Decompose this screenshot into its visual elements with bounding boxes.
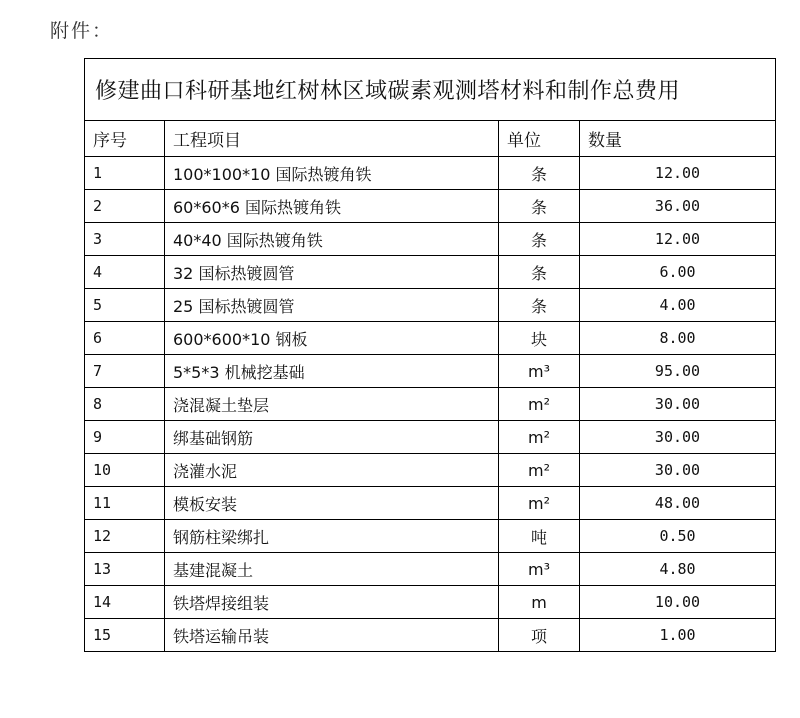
table-title: 修建曲口科研基地红树林区域碳素观测塔材料和制作总费用 — [85, 59, 776, 121]
row-unit-cell: m² — [499, 487, 580, 520]
row-item-cell: 浇灌水泥 — [165, 454, 499, 487]
table-row — [85, 190, 776, 223]
row-unit-cell: m² — [499, 454, 580, 487]
row-number-cell: 12 — [85, 520, 165, 553]
row-number-cell: 7 — [85, 355, 165, 388]
row-qty-cell: 95.00 — [580, 355, 776, 388]
row-number-cell: 4 — [85, 256, 165, 289]
row-unit-cell: m² — [499, 388, 580, 421]
row-number-cell: 9 — [85, 421, 165, 454]
row-number-cell: 3 — [85, 223, 165, 256]
row-qty-cell: 30.00 — [580, 421, 776, 454]
row-number-cell: 5 — [85, 289, 165, 322]
row-number-cell: 6 — [85, 322, 165, 355]
table-row — [85, 454, 776, 487]
cost-table — [84, 58, 776, 652]
row-qty-cell: 6.00 — [580, 256, 776, 289]
row-number-cell: 14 — [85, 586, 165, 619]
row-qty-cell: 10.00 — [580, 586, 776, 619]
row-qty-cell: 30.00 — [580, 454, 776, 487]
row-qty-cell: 36.00 — [580, 190, 776, 223]
table-row — [85, 388, 776, 421]
row-unit-cell: m³ — [499, 553, 580, 586]
row-qty-cell: 1.00 — [580, 619, 776, 652]
row-unit-cell: m³ — [499, 355, 580, 388]
row-number-cell: 11 — [85, 487, 165, 520]
row-number-cell: 10 — [85, 454, 165, 487]
table-row — [85, 553, 776, 586]
row-item-cell: 25 国标热镀圆管 — [165, 289, 499, 322]
row-unit-cell: m² — [499, 421, 580, 454]
row-qty-cell: 12.00 — [580, 223, 776, 256]
table-header-row — [85, 121, 776, 157]
table-row — [85, 322, 776, 355]
row-number-cell: 13 — [85, 553, 165, 586]
row-item-cell: 基建混凝土 — [165, 553, 499, 586]
table-title-row — [85, 59, 776, 121]
header-unit: 单位 — [499, 121, 580, 157]
row-unit-cell: 吨 — [499, 520, 580, 553]
header-item: 工程项目 — [165, 121, 499, 157]
row-item-cell: 5*5*3 机械挖基础 — [165, 355, 499, 388]
row-item-cell: 100*100*10 国际热镀角铁 — [165, 157, 499, 190]
row-unit-cell: 条 — [499, 157, 580, 190]
attachment-label: 附件： — [50, 20, 114, 42]
row-qty-cell: 12.00 — [580, 157, 776, 190]
row-unit-cell: 块 — [499, 322, 580, 355]
row-qty-cell: 48.00 — [580, 487, 776, 520]
row-qty-cell: 4.80 — [580, 553, 776, 586]
table-row — [85, 487, 776, 520]
row-item-cell: 绑基础钢筋 — [165, 421, 499, 454]
header-qty: 数量 — [580, 121, 776, 157]
row-unit-cell: 条 — [499, 289, 580, 322]
row-number-cell: 1 — [85, 157, 165, 190]
table-row — [85, 520, 776, 553]
row-item-cell: 模板安装 — [165, 487, 499, 520]
row-item-cell: 32 国标热镀圆管 — [165, 256, 499, 289]
row-qty-cell: 8.00 — [580, 322, 776, 355]
table-body — [85, 59, 776, 652]
row-unit-cell: 条 — [499, 256, 580, 289]
table-row — [85, 223, 776, 256]
table-row — [85, 355, 776, 388]
row-item-cell: 铁塔焊接组装 — [165, 586, 499, 619]
row-number-cell: 2 — [85, 190, 165, 223]
row-unit-cell: 项 — [499, 619, 580, 652]
table-row — [85, 586, 776, 619]
table-row — [85, 619, 776, 652]
table-row — [85, 157, 776, 190]
row-item-cell: 600*600*10 钢板 — [165, 322, 499, 355]
row-unit-cell: m — [499, 586, 580, 619]
row-qty-cell: 30.00 — [580, 388, 776, 421]
row-item-cell: 铁塔运输吊装 — [165, 619, 499, 652]
row-item-cell: 浇混凝土垫层 — [165, 388, 499, 421]
header-no: 序号 — [85, 121, 165, 157]
row-unit-cell: 条 — [499, 223, 580, 256]
row-qty-cell: 0.50 — [580, 520, 776, 553]
table-row — [85, 256, 776, 289]
row-item-cell: 60*60*6 国际热镀角铁 — [165, 190, 499, 223]
row-unit-cell: 条 — [499, 190, 580, 223]
row-qty-cell: 4.00 — [580, 289, 776, 322]
row-number-cell: 8 — [85, 388, 165, 421]
table-row — [85, 289, 776, 322]
row-number-cell: 15 — [85, 619, 165, 652]
table-row — [85, 421, 776, 454]
row-item-cell: 钢筋柱梁绑扎 — [165, 520, 499, 553]
row-item-cell: 40*40 国际热镀角铁 — [165, 223, 499, 256]
